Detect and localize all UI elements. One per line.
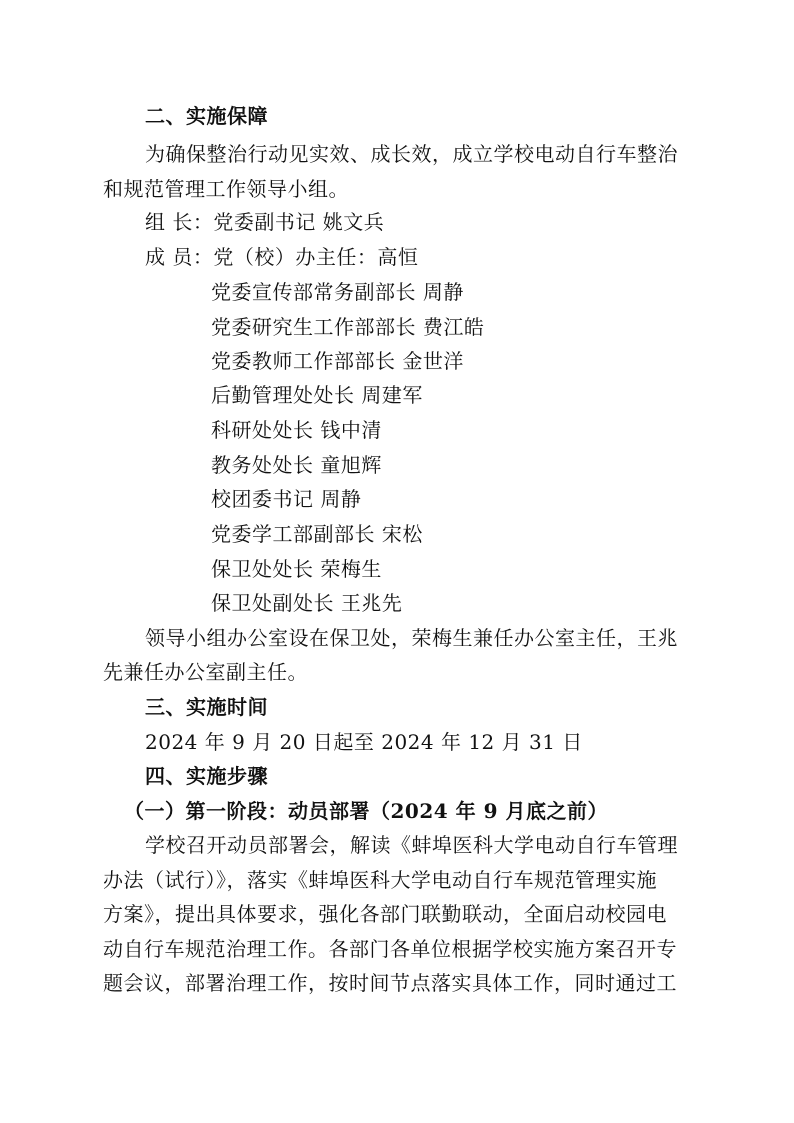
paragraph-line: 为确保整治行动见实效、成长效，成立学校电动自行车整治: [145, 142, 678, 166]
paragraph-line: 领导小组办公室设在保卫处，荣梅生兼任办公室主任，王兆: [145, 626, 678, 650]
paragraph-line: 动自行车规范治理工作。各部门各单位根据学校实施方案召开专: [103, 937, 677, 961]
paragraph-line: 方案》，提出具体要求，强化各部门联勤联动，全面启动校园电: [103, 902, 667, 926]
member-item: 党委宣传部常务副部长 周静: [211, 280, 464, 304]
section-heading-implementation-guarantee: 二、实施保障: [145, 104, 268, 128]
paragraph-line: 学校召开动员部署会，解读《蚌埠医科大学电动自行车管理: [145, 833, 678, 857]
member-item: 后勤管理处处长 周建军: [211, 383, 423, 407]
stage-one-heading: （一）第一阶段：动员部署（2024 年 9 月底之前）: [124, 799, 608, 823]
member-item: 科研处处长 钱中清: [211, 418, 382, 442]
member-item: 党委研究生工作部部长 费江皓: [211, 315, 485, 339]
paragraph-line: 办法（试行）》，落实《蚌埠医科大学电动自行车规范管理实施: [103, 868, 657, 892]
section-heading-implementation-time: 三、实施时间: [145, 695, 268, 719]
implementation-period: 2024 年 9 月 20 日起至 2024 年 12 月 31 日: [145, 730, 583, 754]
member-item: 保卫处副处长 王兆先: [211, 591, 403, 615]
member-item: 党委学工部副部长 宋松: [211, 522, 423, 546]
group-members-first-line: 成 员：党（校）办主任：高恒: [145, 245, 419, 269]
member-item: 党委教师工作部部长 金世洋: [211, 349, 464, 373]
member-item: 校团委书记 周静: [211, 487, 362, 511]
group-leader-line: 组 长：党委副书记 姚文兵: [145, 210, 385, 234]
paragraph-line: 先兼任办公室副主任。: [103, 660, 308, 684]
section-heading-implementation-steps: 四、实施步骤: [145, 764, 268, 788]
member-item: 保卫处处长 荣梅生: [211, 557, 382, 581]
member-item: 教务处处长 童旭辉: [211, 453, 382, 477]
paragraph-line: 和规范管理工作领导小组。: [103, 177, 349, 201]
paragraph-line: 题会议，部署治理工作，按时间节点落实具体工作，同时通过工: [103, 971, 677, 995]
